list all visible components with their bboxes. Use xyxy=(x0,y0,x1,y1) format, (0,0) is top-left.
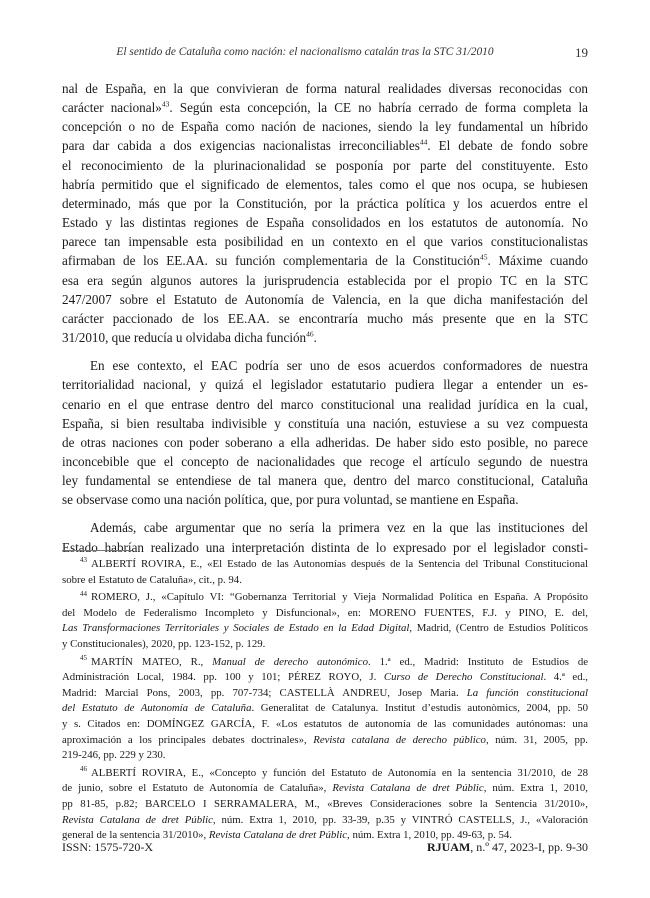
text-line: carácter nacional»$^{43}$. Según esta concepción, la CE no habría cerrado de forma completa la xyxy=(62,99,588,116)
footnote-line: $^{44}$ ROMERO, J., «Capítulo VI: “Gobernanza Territorial y Vieja Normalidad Política en España. A Propósito xyxy=(80,590,588,604)
footnote-line: aproximación a los principales debates doctrinales», Revista catalana de derecho público, núm. 31, 2005, pp. xyxy=(62,733,588,746)
footnote-ref-44: 44 xyxy=(419,138,428,148)
text-line: esa era según algunos autores la jurisprudencia establecida por el propio TC en la STC xyxy=(62,272,588,288)
text-line: En ese contexto, el EAC podría ser uno de esos acuerdos conformadores de nuestra xyxy=(90,358,588,374)
journal-name: RJUAM xyxy=(426,840,471,854)
paragraph-2 xyxy=(62,356,588,509)
footnotes xyxy=(62,557,588,846)
footnote-44 xyxy=(62,590,588,652)
text-line: para dar cabida a dos exigencias nacionalistas irreconciliables$^{44}$. El debate de fondo sobre xyxy=(62,138,588,154)
footnote-line: pp 81-85, p.82; BARCELO I SERRAMALERA, M., «Breves Consideraciones sobre la Sentencia 31/2010», xyxy=(62,797,588,810)
text-line: ley fundamental se entendiese de tal manera que, dentro del marco constitucional, Cataluña xyxy=(62,473,588,489)
footnote-line: $^{46}$ ALBERTÍ ROVIRA, E., «Concepto y función del Estatuto de Autonomía en la sentencia 31/2010, de 28 xyxy=(80,765,588,779)
journal-citation xyxy=(427,840,588,855)
text-line: carácter paccionado de los EE.AA. se encontraría mucho más presente que en la STC xyxy=(62,310,588,326)
footnote-line: del Estatuto de Autonomía de Cataluña. Generalitat de Catalunya. Institut d’estudis autonòmics, 2004, pp. 50 xyxy=(62,702,588,715)
footnote-46 xyxy=(62,766,588,844)
paragraph-1 xyxy=(62,79,588,347)
text-line: cenario en el que entrase dentro del marco constitucional una realidad jurídica en la cual, xyxy=(62,396,588,412)
text-line: parece tan impensable esta posibilidad en un contexto en el que varios constitucionalistas xyxy=(62,234,588,250)
text-line: afirmaban de los EE.AA. su función complementaria de la Constitución$^{45}$. Máxime cuando xyxy=(62,253,588,269)
footnote-line: $^{43}$ ALBERTÍ ROVIRA, E., «El Estado de las Autonomías después de la Sentencia del Tribunal Constitucional xyxy=(80,557,588,570)
text-line: España, si bien resultaba indivisible y constituía una nación, estuviese a su vez compuesta xyxy=(62,415,588,431)
footnote-line: Revista Catalana de dret Públic, núm. Extra 1, 2010, pp. 33-39, p.35 y VINTRÓ CASTELLS, J., «Valoración xyxy=(62,813,588,826)
text-line: el reconocimiento de la plurinacionalidad se posponía por parte del constituyente. Esto xyxy=(62,157,588,173)
footnote-number: 44 xyxy=(80,590,87,598)
text-line: inconcebible que el concepto de nacionalidades que recoge el artículo segundo de nuestra xyxy=(62,453,588,469)
footnote-line: y s. Citados en: DOMÍNGEZ GARCÍA, F. «Los estatutos de autonomía de las comunidades autónomas: una xyxy=(62,717,588,730)
journal-title: Revista Catalana de dret Públic xyxy=(208,829,348,842)
footnote-43 xyxy=(62,557,588,588)
footnote-line: de junio, sobre el Estatuto de Autonomía de Cataluña», Revista Catalana de dret Públic, núm. Extra 1, 2010, xyxy=(62,782,588,795)
footnote-ref-43: 43 xyxy=(161,99,170,109)
journal-title: Revista Catalana de dret Públic xyxy=(332,782,484,795)
text-line: habría permitido que el significado de elementos, tales como el que nos ocupa, se hubiesen xyxy=(62,176,588,192)
book-title: Curso de Derecho Constitucional xyxy=(383,671,544,684)
footnote-number: 46 xyxy=(80,765,87,774)
book-title: Las Transformaciones Territoriales y Sociales de Estado en la Edad Digital xyxy=(62,622,410,635)
footnote-line: sobre el Estatuto de Cataluña», cit., p. 94. xyxy=(62,573,242,586)
footnote-line: 219-246, pp. 229 y 230. xyxy=(62,749,166,762)
paragraph-3 xyxy=(62,518,588,556)
text-line: nal de España, en la que convivieran de forma natural realidades diversas reconocidas con xyxy=(62,81,588,96)
page-footer xyxy=(62,840,588,858)
footnote-number: 45 xyxy=(80,654,87,662)
issn: ISSN: 1575-720-X xyxy=(62,840,154,854)
journal-title: Revista Catalana de dret Públic xyxy=(62,813,213,826)
footnote-ref-46: 46 xyxy=(306,329,314,339)
text-line: 31/2010, que reducía u olvidaba dicha función$^{46}$. xyxy=(62,329,317,346)
footnote-line: $^{45}$ MARTÍN MATEO, R., Manual de derecho autonómico. 1.ª ed., Madrid: Instituto de Estudios de xyxy=(80,654,588,668)
text-line: Estado y las distintas regiones de España consolidados en los estatutos de autonomía. No xyxy=(62,215,588,231)
book-title: Manual de derecho autonómico xyxy=(212,655,368,668)
text-line: Además, cabe argumentar que no sería la primera vez en la que las instituciones del xyxy=(90,520,588,536)
footnote-line: Las Transformaciones Territoriales y Sociales de Estado en la Edad Digital, Madrid, (Centro de Estudios Políticos xyxy=(62,622,588,635)
footnote-line: Administración Local, 1984. pp. 100 y 101; PÉREZ ROYO, J. Curso de Derecho Constitucional. 4.ª ed., xyxy=(62,671,588,684)
footnote-number: 43 xyxy=(80,557,87,565)
text-line: de otras naciones con poder soberano a ella adheridas. De haber sido esto posible, no parece xyxy=(62,434,588,450)
text-line: 247/2007 sobre el Estatuto de Autonomía de Valencia, en la que dicha manifestación del xyxy=(62,291,588,307)
running-title: El sentido de Cataluña como nación: el nacionalismo catalán tras la STC 31/2010 xyxy=(116,46,494,58)
footnote-line: del Modelo de Federalismo Incompleto y Disfuncional», en: MORENO FUENTES, F.J. y PINO, E. del, xyxy=(62,606,588,619)
body-text xyxy=(62,79,588,557)
text-line: se observase como una nación política, que, por pura voluntad, se mantiene en España. xyxy=(62,492,519,508)
footnote-ref-45: 45 xyxy=(479,253,488,263)
text-line: Estado habrían realizado una interpretación distinta de lo expresado por el legislador consti- xyxy=(62,539,588,555)
page-number: 19 xyxy=(575,45,588,60)
footnote-line: Madrid: Marcial Pons, 2003, pp. 707-734; CASTELLÀ ANDREU, Josep Maria. La función constitucional xyxy=(62,686,588,699)
text-line: concepción o no de España como nación de naciones, siendo la ley fundamental un híbrido xyxy=(62,119,588,135)
book-title: La función constitucional xyxy=(466,686,588,699)
journal-details: , n.º 47, 2023-I, pp. 9-30 xyxy=(470,840,588,854)
book-title: del Estatuto de Autonomía de Cataluña xyxy=(62,702,252,715)
running-header xyxy=(62,46,588,64)
text-line: territorialidad nacional, y quizá el legislador estatutario pudiera llegar a entender un es- xyxy=(62,377,588,393)
footnote-separator xyxy=(62,550,132,551)
footnote-line: general de la sentencia 31/2010», Revista Catalana de dret Públic, núm. Extra 1, 2010, pp. 49-63, p. 54. xyxy=(62,829,512,842)
footnote-line: y Constitucionales), 2020, pp. 123-152, p. 129. xyxy=(62,637,266,650)
journal-title: Revista catalana de derecho público xyxy=(313,733,486,746)
footnote-45 xyxy=(62,655,588,764)
text-line: determinado, más que por la Constitución, por la práctica política y los acuerdos entre el xyxy=(62,195,588,211)
